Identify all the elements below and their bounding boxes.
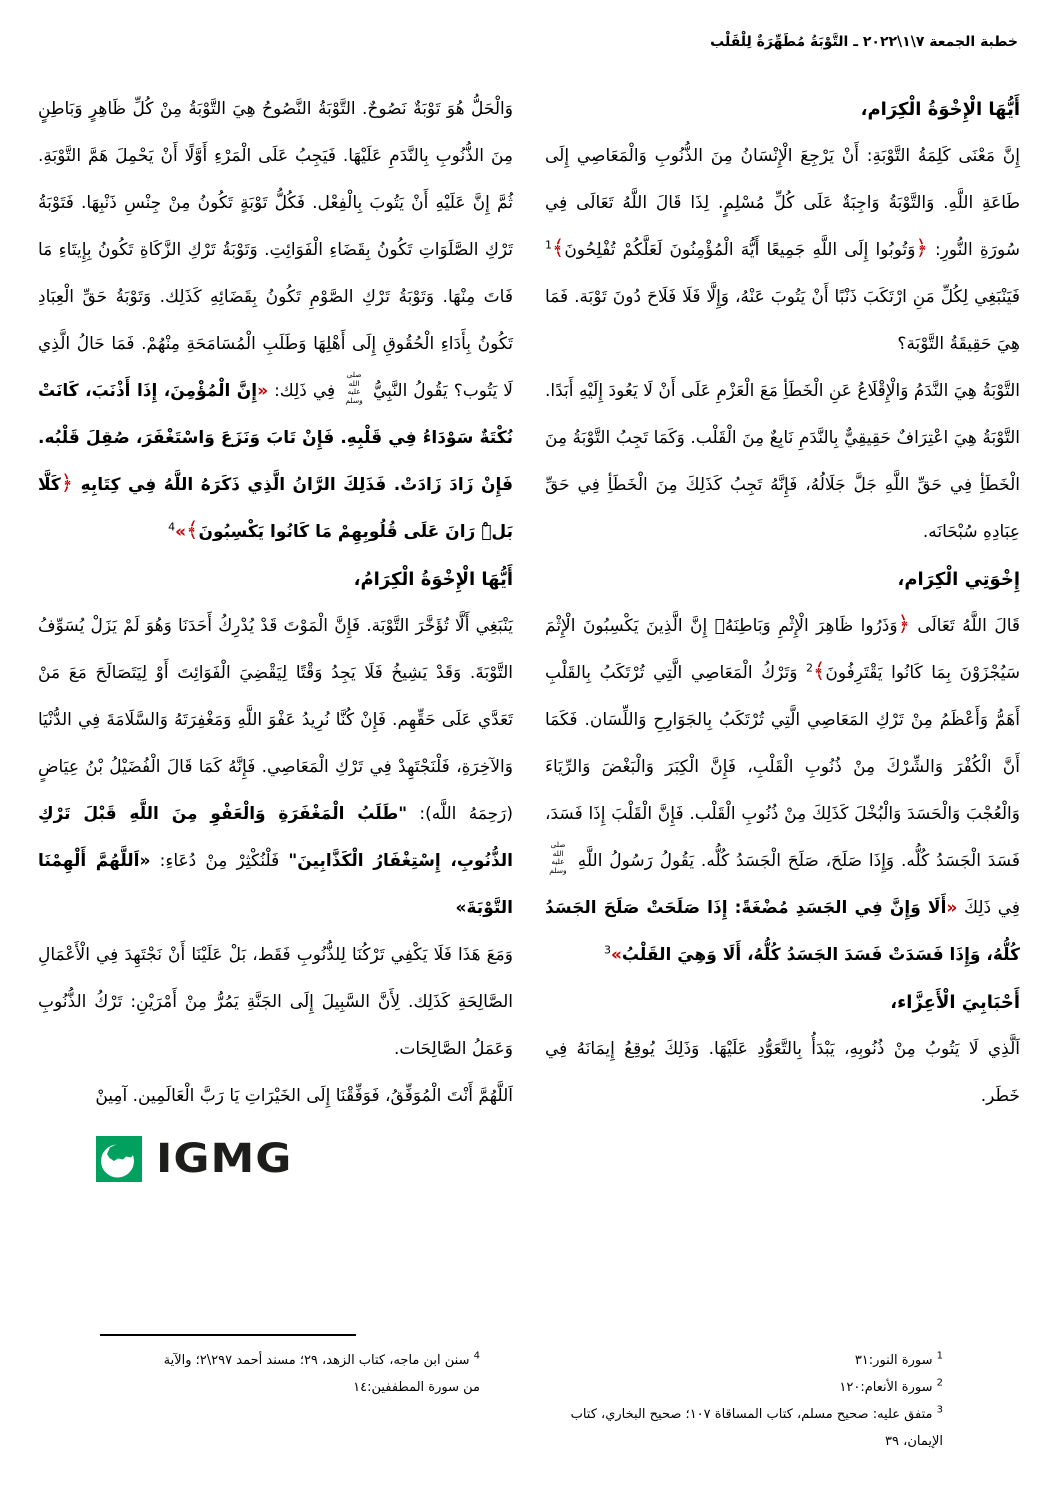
text-run: وَذَرُوا ظَاهِرَ الْإِثْمِ وَبَاطِنَهُۚ إِنَّ الَّذِينَ يَكْسِبُونَ الْإِثْمَ سَيُجْزَوْنَ بِمَا كَانُوا يَقْتَرِفُونَ (545, 616, 1020, 683)
footnote-number: 2 (936, 1377, 943, 1389)
footnote-number: 3 (936, 1404, 943, 1416)
text-run: قَالَ اللَّهُ تَعَالَى (909, 616, 1020, 636)
section-heading: إِخْوَتِي الْكِرَام، (897, 569, 1020, 590)
quote-guillemet: » (610, 945, 622, 965)
quran-bracket: ﴿ (60, 471, 74, 495)
quran-bracket: ﴿ (915, 236, 928, 260)
text-run: اَلَّذِي لَا يَتُوبُ مِنْ ذُنُوبِهِ، يَبْدَأُ بِالتَّعَوُّدِ عَلَيْهَا. وَذَلِكَ يُوقِعُ إِيمَانَهُ فِي خَطَر. (545, 1039, 1020, 1106)
igmg-wordmark: IGMG (156, 1135, 293, 1182)
paragraph (38, 932, 513, 1073)
footnote-ref: 3 (603, 943, 611, 957)
footnotes-right (558, 1347, 943, 1455)
footnote-number: 1 (936, 1350, 943, 1362)
quran-bracket: ﴾ (552, 236, 565, 260)
footnote-ref: 2 (806, 661, 814, 675)
paragraph (545, 368, 1020, 556)
saw-ligature: صلى الله عليه وسلم (345, 370, 363, 405)
bold-text-run: "طَلَبُ الْمَغْفَرَةِ وَالْعَفْوِ مِنَ اللَّهِ قَبْلَ تَرْكِ الذُّنُوبِ، إِسْتِغْفَارُ الْكَذَّابِينَ" (38, 804, 513, 871)
section-heading: أَيُّهَا الْإِخْوَةُ الْكِرَامُ، (353, 569, 513, 590)
quran-bracket: ﴾ (186, 518, 199, 542)
text-run: وَتَرْكُ الْمَعَاصِي الَّتِي تُرْتَكَبُ بِالقَلْبِ أَهَمُّ وَأَعْظَمُ مِنْ تَرْكِ المَعَاصِي الَّتِي تُرْتَكَبُ بِالجَوَارِحِ وَاللِّسَان. فَكَمَا أَنَّ الْكُفْرَ وَالشِّرْكَ مِنْ ذُنُوبِ الْقَلْبِ، فَإِنَّ الْكِبَرَ وَالْبَغْضَ وَالرِّيَاءَ وَالْعُجْبَ وَالْحَسَدَ وَالْبُخْلَ كَذَلِكَ مِنْ ذُنُوبِ الْقَلْب. فَإِنَّ الْقَلْبَ إِذَا فَسَدَ، فَسَدَ الْجَسَدُ كُلُّه. وَإِذَا صَلَحَ، صَلَحَ الْجَسَدُ كُلُّه. يَقُولُ رَسُولُ اللَّهِ (545, 663, 1020, 871)
text-run: إِنَّ مَعْنَى كَلِمَةُ التَّوْبَةِ: أَنْ يَرْجِعَ الْإِنْسَانُ مِنَ الذُّنُوبِ وَالْمَعَاصِي إِلَى طَاعَةِ اللَّهِ. وَالتَّوْبَةُ وَاجِبَةٌ عَلَى كُلِّ مُسْلِمٍ. لِذَا قَالَ اللَّهُ تَعَالَى فِي سُورَةِ النُّورِ: (545, 146, 1020, 260)
footnote-ref: 4 (168, 520, 176, 534)
footnote-ref: 1 (545, 238, 552, 252)
text-run: اَللَّهُمَّ أَنْتَ الْمُوَفِّقُ، فَوَفِّقْنَا إِلَى الخَيْرَاتِ يَا رَبَّ الْعَالَمِين. آمِينْ (95, 1086, 513, 1106)
saw-ligature: صلى الله عليه وسلم (549, 840, 567, 875)
quote-guillemet: « (946, 898, 958, 918)
igmg-crescent-europe-icon (96, 1136, 142, 1182)
paragraph (38, 603, 513, 932)
footnote (558, 1401, 943, 1455)
footnote (150, 1347, 480, 1401)
column-left (38, 86, 513, 1182)
paragraph (545, 603, 1020, 979)
text-run: وَمَعَ هَذَا فَلَا يَكْفِي تَرْكُنَا لِلذُّنُوبِ فَقَط، بَلْ عَلَيْنَا أَنْ نَجْتَهِدَ فِي الْأَعْمَالِ الصَّالِحَةِ كَذَلِك. لِأَنَّ السَّبِيلَ إِلَى الجَنَّةِ يَمُرُّ مِنْ أَمْرَيْنِ: تَرْكُ الذُّنُوبِ وَعَمَلُ الصَّالِحَات. (38, 945, 513, 1059)
text-run: فَلْنُكْثِرْ مِنْ دُعَاءِ: (150, 851, 289, 871)
footnote-text: سورة الأنعام:١٢٠ (839, 1380, 933, 1395)
footnote-text: سنن ابن ماجه، كتاب الزهد، ٢٩؛ مسند أحمد ٢٩٧\٢؛ والآية من سورة المطففين:١٤ (163, 1353, 480, 1395)
bold-text-run: أَلَا وَإِنَّ فِي الجَسَدِ مُضْغَةً: إِذَا صَلَحَتْ صَلَحَ الجَسَدُ كُلُّهُ، وَإِذَا فَسَدَتْ فَسَدَ الجَسَدُ كُلُّهُ، أَلَا وَهِيَ القَلْبُ (545, 898, 1020, 965)
quran-bracket: ﴾ (813, 659, 826, 683)
two-column-body (38, 86, 1020, 1182)
column-right (545, 86, 1020, 1182)
text-run: وَتُوبُوا إِلَى اللَّهِ جَمِيعًا أَيُّهَ الْمُؤْمِنُونَ لَعَلَّكُمْ تُفْلِحُونَ (564, 240, 916, 260)
text-run: فِي ذَلِكَ (957, 898, 1020, 918)
text-run: فَيَنْبَغِي لِكُلِّ مَنِ ارْتَكَبَ ذَنْبًا أَنْ يَتُوبَ عَنْهُ، وَإِلَّا فَلَا فَلَاحَ دُونَ تَوْبَة. فَمَا هِيَ حَقِيقَةُ التَّوْبَة؟ (545, 287, 1020, 354)
footnote-text: سورة النور:٣١ (854, 1353, 933, 1368)
quran-bracket: ﴿ (897, 612, 910, 636)
text-run: وَالْحَلُّ هُوَ تَوْبَةٌ نَصُوحٌ. التَّوْبَةُ النَّصُوحُ هِيَ التَّوْبَةُ مِنْ كُلِّ ظَاهِرٍ وَبَاطِنٍ مِنَ الذُّنُوبِ بِالنَّدَمِ عَلَيْهَا. فَيَجِبُ عَلَى الْمَرْءِ أَوَّلًا أَنْ يَحْمِلَ هَمَّ التَّوْبَةِ. ثُمَّ إِنَّ عَلَيْهِ أَنْ يَتُوبَ بِالْفِعْل. فَكُلُّ تَوْبَةٍ تَكُونُ مِنْ جِنْسِ ذَنْبِهَا. فَتَوْبَةُ تَرْكِ الصَّلَوَاتِ تَكُونُ بِقَضَاءِ الْفَوَائِتِ. وَتَوْبَةُ تَرْكِ الزَّكَاةِ تَكُونُ بِإِيتَاءِ مَا فَاتَ مِنْهَا. وَتَوْبَةُ تَرْكِ الصَّوْمِ تَكُونُ بِقَضَائِهِ كَذَلِك. وَتَوْبَةُ حَقِّ الْعِبَادِ تَكُونُ بِأَدَاءِ الْحُقُوقِ إِلَى أَهْلِهَا وَطَلَبِ الْمُسَامَحَةِ مِنْهُمْ. فَمَا حَالُ الَّذِي لَا يَتُوب؟ يَقُولُ النَّبِيُّ (38, 99, 513, 401)
footnote (558, 1374, 943, 1401)
footnote-number: 4 (473, 1350, 480, 1362)
bold-text-run: إِنَّ الْمُؤْمِنَ، إِذَا أَذْنَبَ، كَانَتْ نُكْتَةٌ سَوْدَاءُ فِي قَلْبِهِ. فَإِنْ تَابَ وَنَزَعَ وَاسْتَغْفَرَ، صُقِلَ قَلْبُه. فَإِنْ زَادَ زَادَتْ. فَذَلِكَ الرَّانُ الَّذِي ذَكَرَهُ اللَّهُ فِي كِتَابِهِ (38, 381, 513, 495)
paragraph (38, 1073, 513, 1120)
paragraph (545, 1026, 1020, 1120)
text-run: التَّوْبَةُ هِيَ النَّدَمُ وَالْإِقْلَاعُ عَنِ الْخَطَأِ مَعَ الْعَزْمِ عَلَى أَنْ لَا يَعُودَ إِلَيْهِ أَبَدًا. التَّوْبَةُ هِيَ اعْتِرَافٌ حَقِيقِيٌّ بِالنَّدَمِ نَابِعٌ مِنَ الْقَلْب. وَكَمَا تَجِبُ التَّوْبَةُ مِنَ الْخَطَأِ فِي حَقِّ اللَّهِ جَلَّ جَلَالُهُ، فَإِنَّهُ تَجِبُ كَذَلِكَ مِنَ الْخَطَأِ فِي حَقِّ عِبَادِهِ سُبْحَانَه. (545, 381, 1020, 542)
bold-text-run: كَلَّا بَلْۜ رَانَ عَلَى قُلُوبِهِمْ مَا كَانُوا يَكْسِبُونَ (38, 475, 513, 542)
quote-guillemet: » (175, 522, 187, 542)
text-run: يَنْبَغِي أَلَّا تُؤَخَّرَ التَّوْبَة. فَإِنَّ الْمَوْتَ قَدْ يُدْرِكُ أَحَدَنَا وَهُوَ لَمْ يَزَلْ يُسَوِّفُ التَّوْبَةَ. وَقَدْ يَشِيخُ فَلَا يَجِدُ وَقْتًا لِيَقْضِيَ الْفَوَائِتَ أَوْ لِيَتَصَالَحَ مَعَ مَنْ تَعَدَّي عَلَى حَقِّهِم. فَإِنْ كُنَّا نُرِيدُ عَفْوَ اللَّهِ وَمَغْفِرَتَهُ وَالسَّلَامَةَ فِي الدُّنْيَا وَالآخِرَةِ، فَلْنَجْتَهِدْ فِي تَرْكِ الْمَعَاصِي. فَإِنَّهُ كَمَا قَالَ الْفُضَيْلُ بْنُ عِيَاضٍ (رَحِمَهُ اللَّه): (38, 616, 513, 824)
document-header-title: خطبة الجمعة ٧\١\٢٠٢٢ ـ التَّوْبَةُ مُطَهِّرَةٌ لِلْقَلْب (710, 34, 1018, 50)
bold-text-run: «اَللَّهُمَّ أَلْهِمْنَا التَّوْبَةَ» (38, 851, 513, 918)
footnote (558, 1347, 943, 1374)
footnotes-left (150, 1347, 480, 1401)
text-run: فِي ذَلِك: (268, 381, 342, 401)
igmg-logo (38, 1136, 513, 1182)
paragraph (38, 86, 513, 556)
paragraph (545, 133, 1020, 368)
section-heading: أَحْبَابِيَ الْأَعِزَّاء، (890, 992, 1020, 1013)
section-heading: أَيُّهَا الْإِخْوَةُ الْكِرَام، (860, 99, 1020, 120)
footnote-text: متفق عليه: صحيح مسلم، كتاب المساقاة ١٠٧؛ صحيح البخاري، كتاب الإيمان، ٣٩ (570, 1407, 943, 1449)
quote-guillemet: « (257, 381, 269, 401)
footnote-separator (100, 1334, 356, 1336)
